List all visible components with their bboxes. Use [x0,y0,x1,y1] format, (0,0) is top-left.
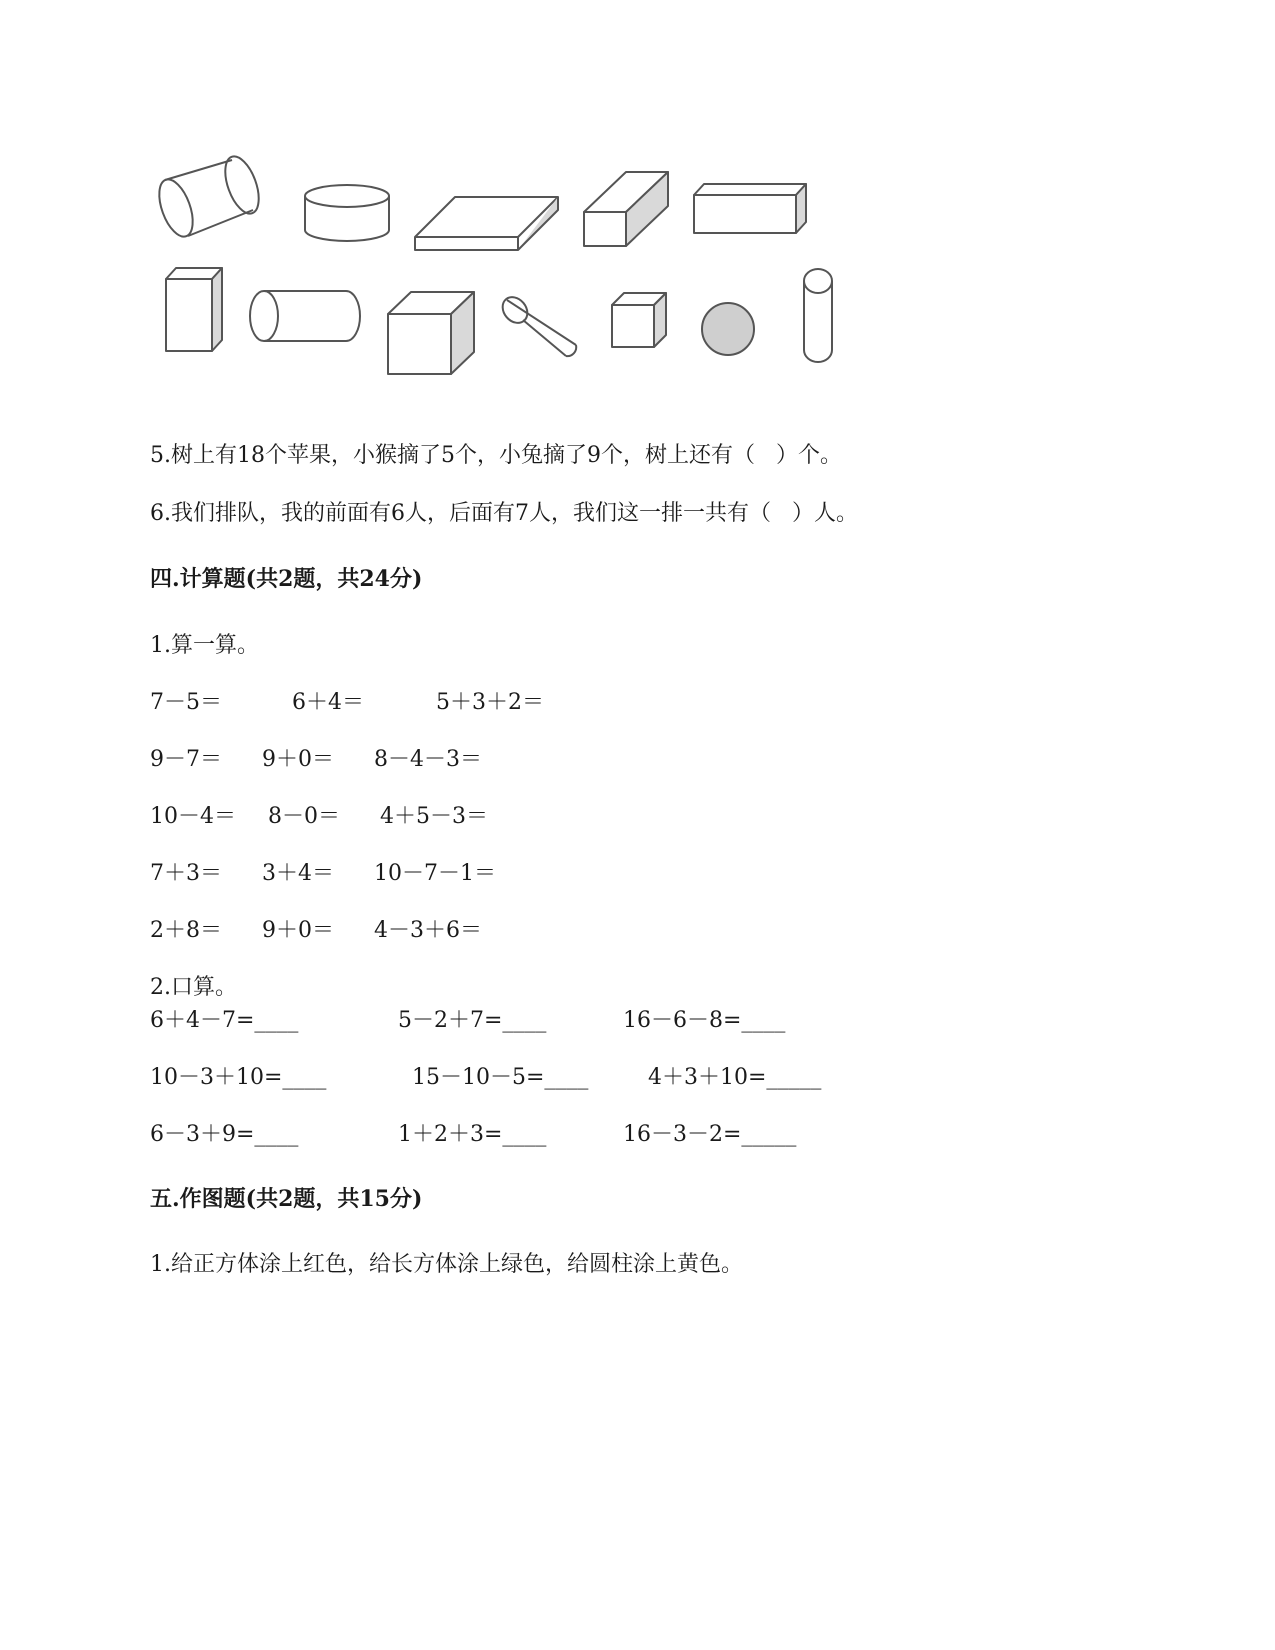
cylinder-vertical-shape [804,269,832,362]
cylinder-horizontal-shape [250,291,360,341]
mental-calc-item: 4＋3＋10=_____ [648,1065,822,1090]
calc-item: 6＋4＝ [292,690,364,715]
question-6: 6.我们排队，我的前面有6人，后面有7人，我们这一排一共有（ ）人。 [150,501,858,526]
cuboid-long-shape [694,184,806,233]
section-4-q1-title: 1.算一算。 [150,633,259,658]
mental-calc-item: 1＋2＋3=____ [398,1122,547,1147]
calc-item: 8－4－3＝ [374,747,482,772]
sphere-shape [702,303,754,355]
calc-item: 10－7－1＝ [374,861,496,886]
calc-item: 4－3＋6＝ [374,918,482,943]
mental-calc-item: 6－3＋9=____ [150,1122,299,1147]
mental-calc-item: 15－10－5=____ [412,1065,589,1090]
cuboid-tall-shape [166,268,222,351]
calc-item: 9－7＝ [150,747,222,772]
calc-item: 9＋0＝ [262,747,334,772]
calc-item: 2＋8＝ [150,918,222,943]
calc-item: 5＋3＋2＝ [436,690,544,715]
calc-item: 7＋3＝ [150,861,222,886]
cylinder-flat-shape [305,185,389,241]
mental-calc-item: 16－3－2=_____ [623,1122,797,1147]
calc-item: 7－5＝ [150,690,222,715]
calc-item: 3＋4＝ [262,861,334,886]
cube-small-shape [612,293,666,347]
cuboid-flat-shape [415,197,558,250]
section-5-heading: 五.作图题(共2题，共15分) [150,1186,423,1212]
calc-item: 4＋5－3＝ [380,804,488,829]
calc-item: 8－0＝ [268,804,340,829]
calc-item: 9＋0＝ [262,918,334,943]
cylinder-diagonal-shape [498,292,577,356]
cylinder-tilted-shape [153,152,266,241]
cuboid-tilted-shape [584,172,668,246]
mental-calc-item: 6＋4－7=____ [150,1008,299,1033]
calc-item: 10－4＝ [150,804,236,829]
mental-calc-item: 16－6－8=____ [623,1008,786,1033]
section-4-q2-title: 2.口算。 [150,975,237,1000]
cube-large-shape [388,292,474,374]
question-5: 5.树上有18个苹果，小猴摘了5个，小兔摘了9个，树上还有（ ）个。 [150,443,842,468]
section-5-q1: 1.给正方体涂上红色，给长方体涂上绿色，给圆柱涂上黄色。 [150,1252,743,1277]
mental-calc-item: 10－3＋10=____ [150,1065,327,1090]
section-4-heading: 四.计算题(共2题，共24分) [150,566,423,592]
solid-shapes-figure [0,0,1275,400]
mental-calc-item: 5－2＋7=____ [398,1008,547,1033]
